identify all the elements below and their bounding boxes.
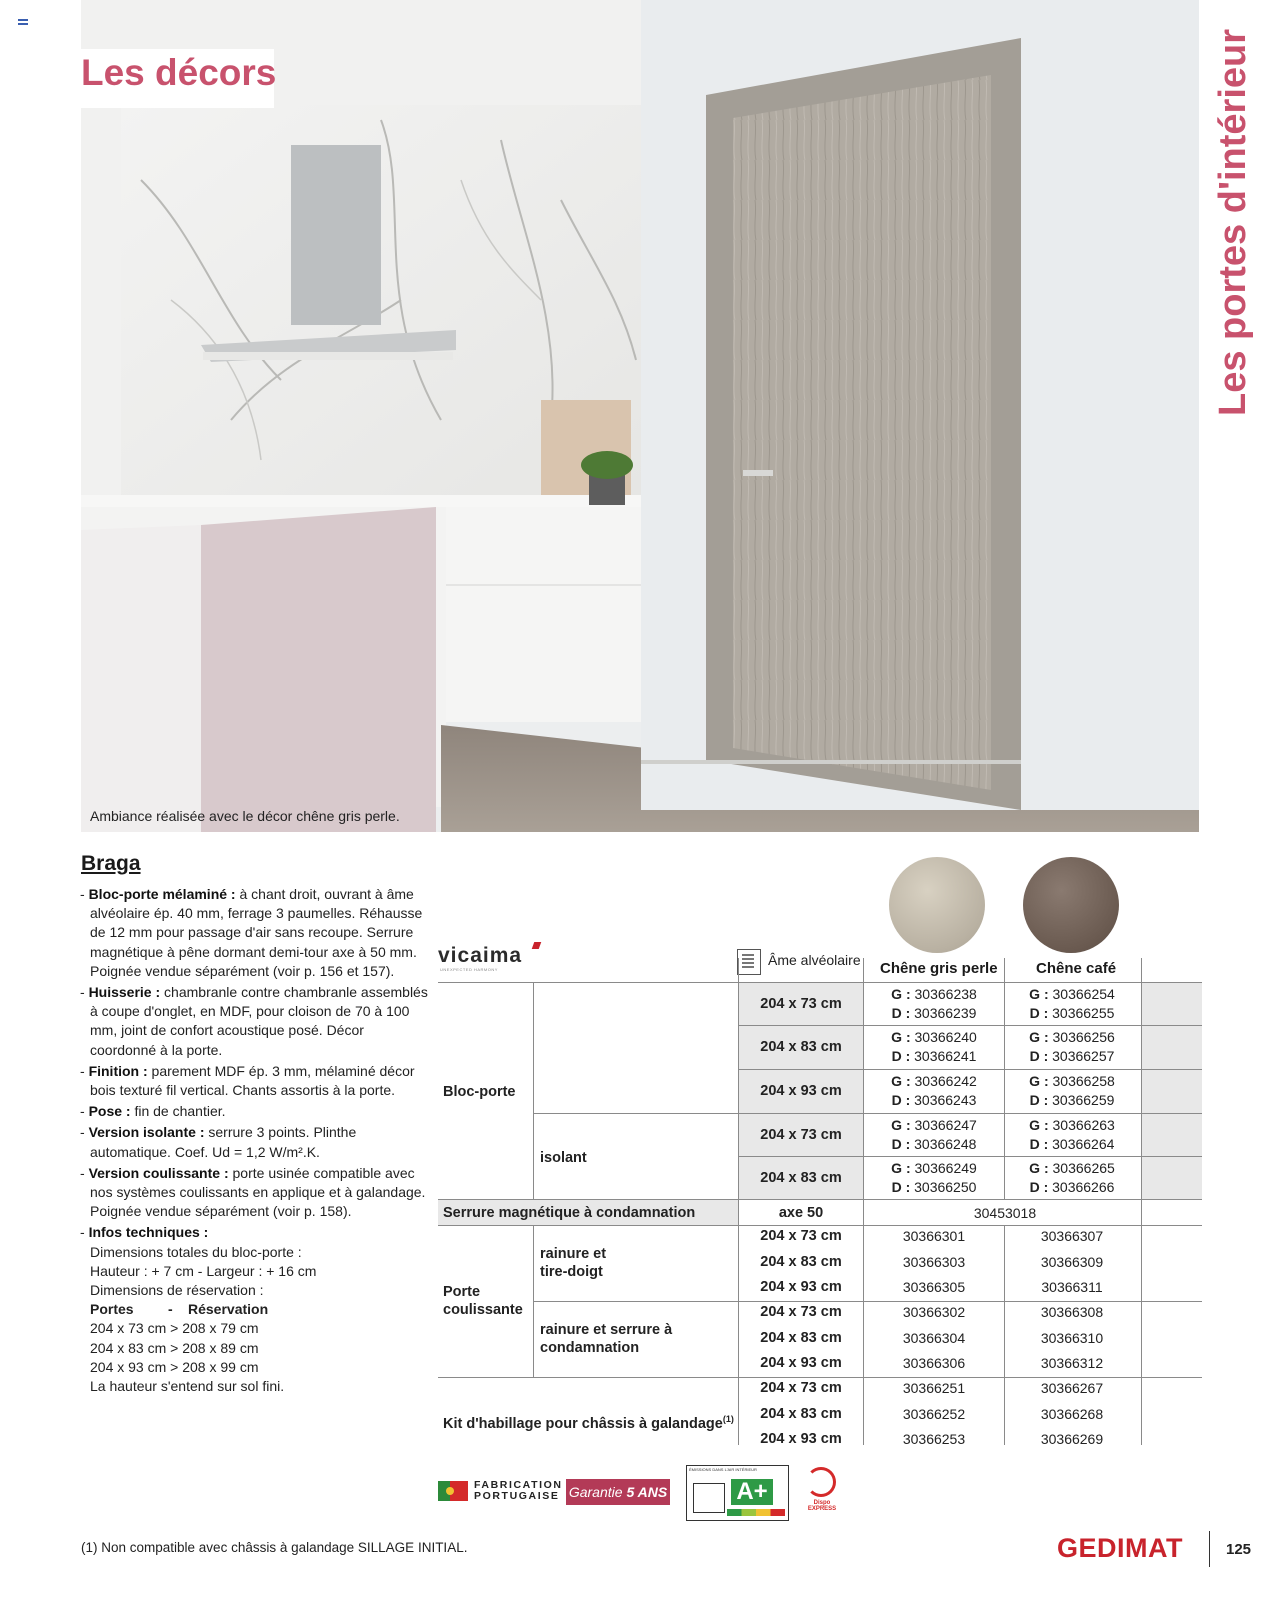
reservation-note: La hauteur s'entend sur sol fini. (90, 1378, 285, 1395)
page-number-separator (1209, 1531, 1210, 1567)
footnote: (1) Non compatible avec châssis à galandage SILLAGE INITIAL. (81, 1540, 468, 1555)
spec-finition: - Finition : parement MDF ép. 3 mm, mélaminé décor bois texturé fil vertical. Chants assortis à la porte. (80, 1062, 415, 1099)
code-line-g (1004, 985, 1140, 1004)
spec-infos-techniques: - Infos techniques : Dimensions totales du bloc-porte : Hauteur : + 7 cm - Largeur : + 16 cm Dimensions de réservation : Portes - Réservation 204 x 73 cm > 208 x 79 cm 204 x 83 cm > 208 x 89 cm 204 x 93 cm > 208 x 99 cm La hauteur s'entend sur sol fini. (80, 1223, 430, 1396)
simple-row-dimension: 204 x 83 cm (760, 1330, 842, 1346)
code-prefix-g: G : (891, 1117, 911, 1133)
code-line-g (866, 985, 1002, 1004)
spec-label: Version coulissante : (88, 1164, 229, 1181)
simple-row-code-c1: 30366252 (902, 1406, 966, 1422)
spec-text: à chant droit, ouvrant à âme alvéolaire ép. 40 mm, ferrage 3 paumelles. Réhausse de 12 mm pour passage d'air sans recoupe. Serrure magnétique à pêne dormant demi-tour axe à 50 mm. (90, 886, 423, 960)
menu-icon[interactable] (18, 19, 28, 27)
spec-text: serrure 3 points. Plinthe automatique. Coef. Ud = 1,2 W/m².K. (90, 1124, 357, 1160)
express-line2: EXPRESS (807, 1506, 837, 1512)
bloc-row-dimension: 204 x 73 cm (760, 1127, 842, 1143)
code-prefix-d: D : (891, 1136, 911, 1152)
section-side-title: Les portes d'intérieur (1212, 28, 1254, 416)
code-prefix-d: D : (891, 1179, 911, 1195)
bloc-row-code-c1 (866, 1028, 1002, 1066)
table-rule (533, 1225, 534, 1377)
code-prefix-g: G : (891, 1029, 911, 1045)
shade-extra (1141, 983, 1202, 1199)
res-head-reservation: Réservation (188, 1301, 269, 1318)
table-rule (438, 1377, 1202, 1378)
code-prefix-d: D : (1029, 1048, 1049, 1064)
clock-icon (806, 1467, 836, 1497)
express-badge (800, 1465, 840, 1519)
column-header-chene-gris-perle: Chêne gris perle (880, 960, 998, 977)
group-porte-coulissante: Porte coulissante (443, 1284, 523, 1318)
simple-row-code-c1: 30366305 (902, 1279, 966, 1295)
code-value: 30366239 (914, 1005, 977, 1021)
code-prefix-g: G : (891, 986, 911, 1002)
simple-row-code-c2: 30366309 (1040, 1254, 1104, 1270)
page-title: Les décors (81, 52, 277, 93)
code-value: 30366263 (1052, 1117, 1115, 1133)
simple-row-code-c2: 30366268 (1040, 1406, 1104, 1422)
code-line-d (866, 1004, 1002, 1023)
code-line-d (866, 1135, 1002, 1154)
infos-line: Hauteur : + 7 cm - Largeur : + 16 cm (90, 1262, 317, 1279)
spec-extra: Poignée vendue séparément (voir p. 158). (90, 1203, 352, 1220)
reservation-row: 204 x 73 cm > 208 x 79 cm (90, 1320, 259, 1337)
brand-logo: vicaima (438, 944, 523, 967)
res-head-portes: Portes (90, 1301, 134, 1318)
code-value: 30366264 (1052, 1136, 1115, 1152)
bloc-row-code-c1 (866, 1072, 1002, 1110)
hero-image (81, 0, 1199, 832)
code-line-g (1004, 1116, 1140, 1135)
express-text (802, 1500, 842, 1512)
simple-row-dimension: 204 x 73 cm (760, 1228, 842, 1244)
simple-row-code-c1: 30366302 (902, 1304, 966, 1320)
code-prefix-d: D : (1029, 1005, 1049, 1021)
infos-line: Dimensions totales du bloc-porte : (90, 1243, 302, 1260)
code-value: 30366255 (1052, 1005, 1115, 1021)
code-line-d (1004, 1091, 1140, 1110)
table-rule (738, 1069, 1202, 1070)
reservation-row: 204 x 83 cm > 208 x 89 cm (90, 1339, 259, 1356)
simple-row-code-c2: 30366311 (1041, 1279, 1103, 1295)
simple-row-code-c2: 30366310 (1040, 1330, 1104, 1346)
table-rule (1141, 958, 1142, 1445)
simple-row-code-c1: 30366251 (902, 1380, 966, 1396)
code-value: 30366248 (914, 1136, 977, 1152)
code-line-g (866, 1072, 1002, 1091)
reservation-header (90, 1300, 430, 1319)
code-line-d (1004, 1004, 1140, 1023)
code-line-d (1004, 1135, 1140, 1154)
garantie-badge (566, 1479, 670, 1505)
infos-line: Dimensions de réservation : (90, 1282, 264, 1299)
spec-text: porte usinée compatible avec nos systèmes coulissants en applique et à galandage. (90, 1164, 426, 1201)
spec-text: fin de chantier. (130, 1103, 226, 1120)
code-line-d (866, 1047, 1002, 1066)
code-value: 30366266 (1052, 1179, 1115, 1195)
code-line-g (1004, 1072, 1140, 1091)
simple-row-dimension: 204 x 93 cm (760, 1279, 842, 1295)
group-bloc-porte: Bloc-porte (443, 1084, 516, 1100)
fabrication-line2: PORTUGAISE (474, 1490, 560, 1502)
ame-label: Âme alvéolaire (768, 952, 861, 968)
energy-top-text: ÉMISSIONS DANS L'AIR INTÉRIEUR (689, 1467, 757, 1472)
brand-mark-icon (532, 942, 542, 949)
code-value: 30366241 (914, 1048, 977, 1064)
group-isolant: isolant (540, 1150, 587, 1166)
code-prefix-d: D : (1029, 1092, 1049, 1108)
bloc-row-code-c2 (1004, 1116, 1140, 1154)
code-value: 30366256 (1052, 1029, 1115, 1045)
simple-row-dimension: 204 x 83 cm (760, 1254, 842, 1270)
simple-row-code-c1: 30366306 (902, 1355, 966, 1371)
code-value: 30366259 (1052, 1092, 1115, 1108)
code-value: 30366240 (914, 1029, 977, 1045)
simple-row-code-c1: 30366301 (902, 1228, 966, 1244)
energy-grade: A+ (731, 1479, 773, 1505)
swatch-chene-cafe (1023, 857, 1119, 953)
table-rule (738, 958, 739, 1445)
simple-row-code-c2: 30366308 (1040, 1304, 1104, 1320)
simple-row-code-c2: 30366307 (1040, 1228, 1104, 1244)
bloc-row-code-c2 (1004, 1028, 1140, 1066)
code-line-d (1004, 1178, 1140, 1197)
code-prefix-g: G : (1029, 986, 1049, 1002)
gedimat-logo: GEDIMAT (1057, 1533, 1183, 1563)
garantie-prefix: Garantie (568, 1484, 623, 1500)
res-head-dash: - (168, 1301, 173, 1318)
serrure-axe: axe 50 (778, 1205, 824, 1221)
fabrication-line1: FABRICATION (474, 1479, 563, 1491)
simple-row-code-c1: 30366304 (902, 1330, 966, 1346)
spec-label: Finition : (88, 1062, 148, 1079)
bloc-row-code-c2 (1004, 1159, 1140, 1197)
table-rule (533, 1301, 1202, 1302)
code-line-g (866, 1028, 1002, 1047)
simple-row-dimension: 204 x 73 cm (760, 1304, 842, 1320)
code-prefix-d: D : (891, 1092, 911, 1108)
table-rule (738, 1156, 1202, 1157)
group-rainure-tire-doigt: rainure et tire-doigt (540, 1246, 607, 1280)
spec-label: Pose : (88, 1103, 131, 1120)
swatch-chene-gris-perle (889, 857, 985, 953)
code-value: 30366249 (914, 1160, 977, 1176)
code-value: 30366257 (1052, 1048, 1115, 1064)
table-rule (438, 1225, 1202, 1226)
table-rule (533, 1113, 1202, 1114)
code-value: 30366265 (1052, 1160, 1115, 1176)
bloc-row-code-c1 (866, 985, 1002, 1023)
bloc-row-dimension: 204 x 83 cm (760, 1170, 842, 1186)
kit-label: Kit d'habillage pour châssis à galandage (443, 1415, 723, 1432)
simple-row-code-c1: 30366253 (902, 1431, 966, 1447)
spec-label: Bloc-porte mélaminé : (88, 886, 236, 902)
simple-row-code-c2: 30366269 (1040, 1431, 1104, 1447)
code-value: 30366242 (914, 1073, 977, 1089)
garantie-value: 5 ANS (626, 1484, 668, 1500)
kit-footnote-ref: (1) (722, 1414, 734, 1424)
spec-label: Infos techniques : (88, 1224, 209, 1241)
code-prefix-g: G : (1029, 1029, 1049, 1045)
simple-row-code-c2: 30366267 (1040, 1380, 1104, 1396)
bloc-row-code-c1 (866, 1116, 1002, 1154)
table-rule (863, 958, 864, 1445)
code-prefix-g: G : (891, 1073, 911, 1089)
code-prefix-d: D : (1029, 1179, 1049, 1195)
honeycomb-core-icon (737, 949, 761, 975)
energy-scale-bar (727, 1509, 785, 1516)
brand-tagline: UNEXPECTED HARMONY (440, 967, 498, 972)
spec-text: parement MDF ép. 3 mm, mélaminé décor bois texturé fil vertical. Chants assortis à la porte. (90, 1062, 415, 1099)
code-line-g (1004, 1028, 1140, 1047)
bloc-row-dimension: 204 x 93 cm (760, 1083, 842, 1099)
bloc-row-code-c1 (866, 1159, 1002, 1197)
code-value: 30366238 (914, 986, 977, 1002)
spec-version-isolante: - Version isolante : serrure 3 points. Plinthe automatique. Coef. Ud = 1,2 W/m².K. (80, 1124, 357, 1160)
house-icon (693, 1483, 725, 1513)
bloc-row-dimension: 204 x 73 cm (760, 996, 842, 1012)
code-line-g (866, 1159, 1002, 1178)
code-prefix-d: D : (891, 1048, 911, 1064)
portugal-flag-icon (438, 1481, 468, 1501)
column-header-chene-cafe: Chêne café (1036, 960, 1117, 977)
table-rule (738, 1025, 1202, 1026)
bloc-row-code-c2 (1004, 985, 1140, 1023)
table-rule (438, 982, 1202, 983)
fabrication-badge (474, 1480, 563, 1502)
reservation-row: 204 x 93 cm > 208 x 99 cm (90, 1358, 259, 1375)
code-line-d (866, 1091, 1002, 1110)
code-line-g (1004, 1159, 1140, 1178)
code-prefix-g: G : (1029, 1160, 1049, 1176)
code-line-d (1004, 1047, 1140, 1066)
simple-row-code-c2: 30366312 (1040, 1355, 1104, 1371)
simple-row-dimension: 204 x 73 cm (760, 1380, 842, 1396)
table-rule (438, 1199, 1202, 1200)
air-emission-label (686, 1465, 789, 1521)
bloc-row-code-c2 (1004, 1072, 1140, 1110)
spec-pose: - Pose : fin de chantier. (80, 1103, 226, 1120)
product-name: Braga (81, 852, 141, 875)
product-specs (80, 885, 430, 1398)
simple-row-dimension: 204 x 83 cm (760, 1406, 842, 1422)
spec-label: Version isolante : (88, 1124, 205, 1141)
spec-extra: Poignée vendue séparément (voir p. 156 et 157). (90, 962, 395, 979)
spec-version-coulissante: - Version coulissante : porte usinée compatible avec nos systèmes coulissants en applique et à galandage. Poignée vendue séparément (voir p. 158). (80, 1164, 430, 1222)
group-rainure-serrure: rainure et serrure à condamnation (540, 1322, 673, 1356)
simple-row-dimension: 204 x 93 cm (760, 1355, 842, 1371)
code-line-d (866, 1178, 1002, 1197)
code-prefix-g: G : (1029, 1073, 1049, 1089)
bloc-row-dimension: 204 x 83 cm (760, 1039, 842, 1055)
reservation-table (90, 1300, 430, 1396)
simple-row-code-c1: 30366303 (902, 1254, 966, 1270)
code-prefix-g: G : (1029, 1117, 1049, 1133)
serrure-code: 30453018 (973, 1205, 1037, 1221)
code-value: 30366254 (1052, 986, 1115, 1002)
spec-label: Huisserie : (88, 984, 161, 1001)
group-kit-habillage (443, 1410, 734, 1433)
code-prefix-d: D : (1029, 1136, 1049, 1152)
simple-row-dimension: 204 x 93 cm (760, 1431, 842, 1447)
code-value: 30366243 (914, 1092, 977, 1108)
page-number: 125 (1226, 1541, 1252, 1558)
code-value: 30366250 (914, 1179, 977, 1195)
express-line1: Dispo (813, 1500, 831, 1506)
spec-bloc-porte: - Bloc-porte mélaminé : à chant droit, ouvrant à âme alvéolaire ép. 40 mm, ferrage 3 paumelles. Réhausse de 12 mm pour passage d'air sans recoupe. Serrure magnétique à pêne dormant demi-tour axe à 50 mm. Poignée vendue séparément (voir p. 156 et 157). (80, 885, 430, 981)
code-value: 30366247 (914, 1117, 977, 1133)
image-caption: Ambiance réalisée avec le décor chêne gris perle. (90, 808, 400, 824)
code-line-g (866, 1116, 1002, 1135)
spec-huisserie: - Huisserie : chambranle contre chambranle assemblés à coupe d'onglet, en MDF, pour cloison de 70 à 100 mm, joint de confort acoustique posé. Décor coordonné à la porte. (80, 984, 428, 1058)
table-rule (533, 982, 534, 1199)
code-prefix-d: D : (891, 1005, 911, 1021)
code-prefix-g: G : (891, 1160, 911, 1176)
group-serrure: Serrure magnétique à condamnation (443, 1205, 696, 1221)
spec-text: chambranle contre chambranle assemblés à coupe d'onglet, en MDF, pour cloison de 70 à 100 mm, joint de confort acoustique posé. Décor coordonné à la porte. (90, 984, 428, 1058)
code-value: 30366258 (1052, 1073, 1115, 1089)
